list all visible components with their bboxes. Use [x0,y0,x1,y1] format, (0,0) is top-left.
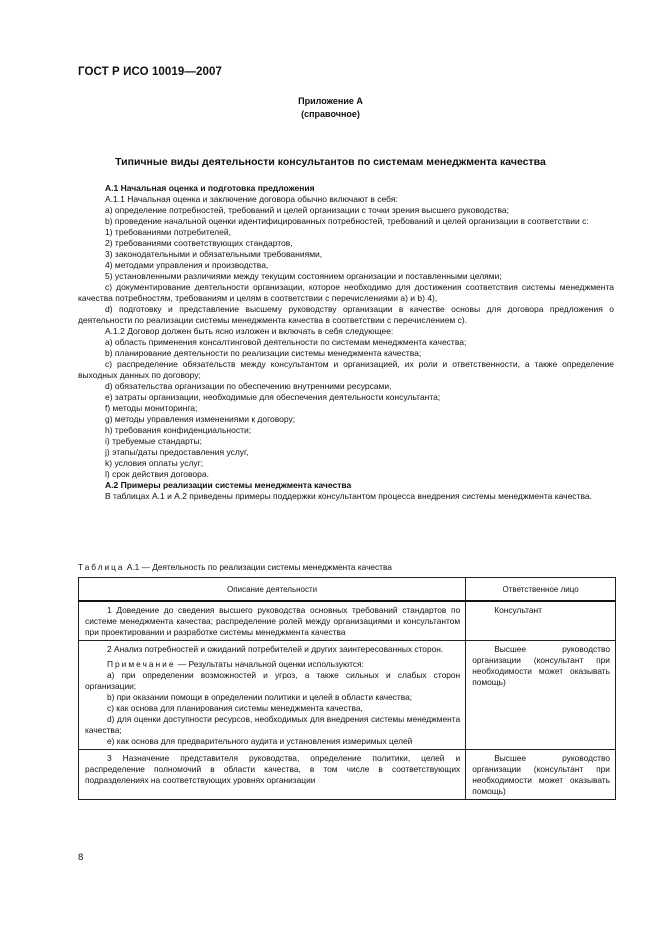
table-cell-description [79,601,466,641]
note-word: Примечание [107,659,176,669]
section-a2-text: В таблицах А.1 и А.2 приведены примеры поддержки консультантом процесса внедрения системы менеджмента качества. [105,491,592,501]
annex-heading: Типичные виды деятельности консультантов по системам менеджмента качества [115,156,546,168]
activity-text: 2 Анализ потребностей и ожиданий потребителей и других заинтересованных сторон. [107,644,444,654]
table-cell-description [79,750,466,800]
note-intro [85,659,460,670]
list-item: е) затраты организации, необходимые для обеспечения деятельности консультанта; [105,392,441,402]
list-item: f) методы мониторинга; [105,403,198,413]
list-item: 1) требованиями потребителей, [105,227,231,237]
page-number: 8 [78,852,84,863]
list-item: 5) установленными различиями между текущим состоянием организации и поставленными целями; [105,271,502,281]
list-item: k) условия оплаты услуг; [105,458,204,468]
table-header-row [79,578,616,602]
annex-type: (справочное) [301,109,360,119]
list-item: с) документирование деятельности организации, которое необходимо для достижения соответствия системы менеджмента качества потребностям, требованиям и целям в соответствии с перечислениями а) и b) 4), [78,282,614,303]
column-header-description: Описание деятельности [79,578,466,602]
note-item: d) для оценки доступности ресурсов, необходимых для внедрения системы менеджмента качества; [85,714,461,735]
table-caption-text: А.1 — Деятельность по реализации системы менеджмента качества [124,562,392,572]
standard-code-header: ГОСТ Р ИСО 10019—2007 [78,66,223,78]
clause-a111: А.1.1 Начальная оценка и заключение договора обычно включают в себя: [105,194,398,204]
responsible-text: Высшее руководство организации (консультант при необходимости может оказывать помощь) [472,753,610,796]
table-cell-responsible [466,641,616,750]
section-a1-heading: А.1 Начальная оценка и подготовка предложения [105,183,315,193]
table-row [79,641,616,750]
list-item: с) распределение обязательств между консультантом и организацией, их роли и ответственности, а также определение выходных данных по договору; [78,359,614,380]
activity-text: 1 Доведение до сведения высшего руководства основных требований стандартов по системе менеджмента качества; распределение ролей между организациями и консультантом при проектировании и разработке системы менеджмента качества [85,605,461,637]
list-item: d) обязательства организации по обеспечению внутренними ресурсами, [105,381,392,391]
table-caption [78,562,392,572]
activity-text: 3 Назначение представителя руководства, определение политики, целей и распределение полномочий в области качества, в том числе в соответствующих подразделениях на соответствующих уровнях организации [85,753,461,785]
list-item: j) этапы/даты предоставления услуг, [105,447,249,457]
list-item: d) подготовку и представление высшему руководству организации в качестве основы для договора предложения о деятельности по реализации системы менеджмента качества в соответствии с перечислением с). [78,304,614,325]
list-item: 3) законодательными и обязательными требованиями, [105,249,323,259]
list-item: 2) требованиями соответствующих стандартов, [105,238,293,248]
note-item: с) как основа для планирования системы менеджмента качества, [107,703,363,713]
activity-table [78,577,616,800]
list-item: i) требуемые стандарты; [105,436,202,446]
table-caption-word: Таблица [78,562,125,572]
annex-title: Приложение А [298,96,363,106]
column-header-responsible: Ответственное лицо [466,578,616,602]
note-item: b) при оказании помощи в определении политики и целей в области качества; [107,692,413,702]
list-item: 4) методами управления и производства, [105,260,269,270]
list-item: g) методы управления изменениями к договору; [105,414,296,424]
list-item: а) определение потребностей, требований и целей организации с точки зрения высшего руководства; [105,205,510,215]
responsible-text: Высшее руководство организации (консультант при необходимости может оказывать помощь) [472,644,610,687]
clause-a112: А.1.2 Договор должен быть ясно изложен и включать в себя следующее: [105,326,394,336]
section-a2-heading: А.2 Примеры реализации системы менеджмента качества [105,480,352,490]
table-cell-description [79,641,466,750]
note-text: — Результаты начальной оценки используются: [175,659,364,669]
list-item: h) требования конфиденциальности; [105,425,252,435]
responsible-text: Консультант [494,605,542,615]
table-row [79,750,616,800]
note-item: е) как основа для предварительного аудита и установления измеримых целей [107,736,413,746]
annex-body [78,183,614,502]
list-item: b) планирование деятельности по реализации системы менеджмента качества; [105,348,422,358]
table-row [79,601,616,641]
list-item: l) срок действия договора. [105,469,209,479]
table-cell-responsible [466,750,616,800]
table-cell-responsible [466,601,616,641]
list-item: а) область применения консалтинговой деятельности по системам менеджмента качества; [105,337,467,347]
note-item: а) при определении возможностей и угроз, а также сильных и слабых сторон организации; [85,670,461,691]
list-item: b) проведение начальной оценки идентифицированных потребностей, требований и целей организации в соответствии с: [105,216,589,226]
